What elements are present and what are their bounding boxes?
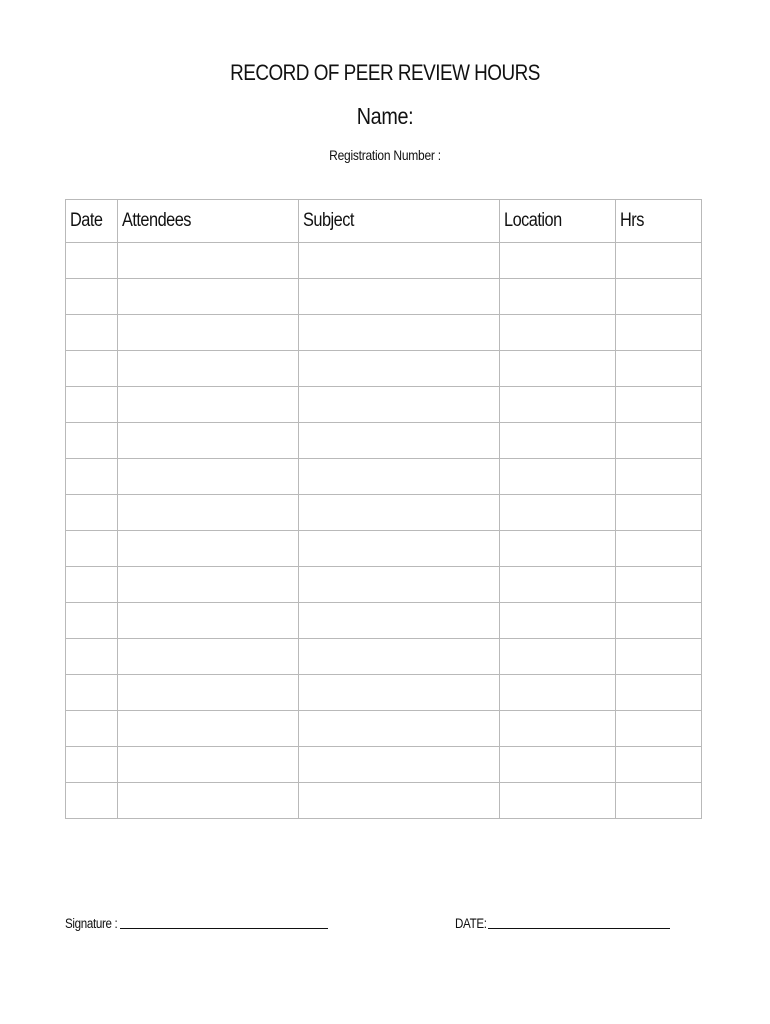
cell-date[interactable] — [66, 459, 118, 495]
signature-field — [65, 916, 328, 931]
cell-location[interactable] — [500, 315, 616, 351]
column-header-hrs: Hrs — [616, 200, 702, 243]
signature-line[interactable] — [120, 927, 328, 929]
cell-subject[interactable] — [299, 423, 500, 459]
cell-attendees[interactable] — [118, 351, 299, 387]
cell-hrs[interactable] — [616, 279, 702, 315]
cell-location[interactable] — [500, 603, 616, 639]
peer-review-hours-table — [65, 199, 702, 819]
cell-subject[interactable] — [299, 531, 500, 567]
cell-attendees[interactable] — [118, 567, 299, 603]
table-row — [66, 351, 702, 387]
table-row — [66, 675, 702, 711]
table-row — [66, 639, 702, 675]
date-line[interactable] — [488, 927, 670, 929]
cell-attendees[interactable] — [118, 387, 299, 423]
cell-attendees[interactable] — [118, 243, 299, 279]
table-row — [66, 279, 702, 315]
cell-location[interactable] — [500, 459, 616, 495]
cell-attendees[interactable] — [118, 639, 299, 675]
registration-number-label: Registration Number : — [329, 147, 441, 163]
cell-date[interactable] — [66, 315, 118, 351]
table-row — [66, 783, 702, 819]
table-row — [66, 243, 702, 279]
cell-subject[interactable] — [299, 387, 500, 423]
cell-hrs[interactable] — [616, 495, 702, 531]
cell-date[interactable] — [66, 243, 118, 279]
cell-subject[interactable] — [299, 639, 500, 675]
cell-date[interactable] — [66, 495, 118, 531]
cell-hrs[interactable] — [616, 639, 702, 675]
signature-label: Signature : — [65, 916, 118, 931]
cell-attendees[interactable] — [118, 315, 299, 351]
name-label: Name: — [356, 103, 414, 129]
date-field — [455, 916, 670, 931]
cell-attendees[interactable] — [118, 279, 299, 315]
cell-location[interactable] — [500, 279, 616, 315]
table-row — [66, 747, 702, 783]
cell-attendees[interactable] — [118, 531, 299, 567]
cell-date[interactable] — [66, 567, 118, 603]
column-header-date: Date — [66, 200, 118, 243]
cell-location[interactable] — [500, 675, 616, 711]
cell-location[interactable] — [500, 243, 616, 279]
cell-attendees[interactable] — [118, 603, 299, 639]
cell-date[interactable] — [66, 387, 118, 423]
cell-hrs[interactable] — [616, 783, 702, 819]
cell-location[interactable] — [500, 711, 616, 747]
cell-subject[interactable] — [299, 783, 500, 819]
column-header-location: Location — [500, 200, 616, 243]
date-label: DATE: — [455, 916, 487, 931]
cell-hrs[interactable] — [616, 459, 702, 495]
cell-location[interactable] — [500, 495, 616, 531]
cell-hrs[interactable] — [616, 603, 702, 639]
cell-location[interactable] — [500, 531, 616, 567]
cell-date[interactable] — [66, 711, 118, 747]
cell-hrs[interactable] — [616, 711, 702, 747]
cell-date[interactable] — [66, 531, 118, 567]
cell-date[interactable] — [66, 747, 118, 783]
table-row — [66, 387, 702, 423]
cell-subject[interactable] — [299, 495, 500, 531]
cell-subject[interactable] — [299, 459, 500, 495]
column-header-attendees: Attendees — [118, 200, 299, 243]
table-row — [66, 603, 702, 639]
cell-hrs[interactable] — [616, 423, 702, 459]
cell-subject[interactable] — [299, 747, 500, 783]
column-header-subject: Subject — [299, 200, 500, 243]
cell-location[interactable] — [500, 567, 616, 603]
table-row — [66, 711, 702, 747]
cell-hrs[interactable] — [616, 387, 702, 423]
cell-location[interactable] — [500, 423, 616, 459]
cell-attendees[interactable] — [118, 783, 299, 819]
cell-subject[interactable] — [299, 711, 500, 747]
cell-date[interactable] — [66, 351, 118, 387]
cell-attendees[interactable] — [118, 711, 299, 747]
table-row — [66, 315, 702, 351]
cell-location[interactable] — [500, 639, 616, 675]
cell-hrs[interactable] — [616, 675, 702, 711]
cell-subject[interactable] — [299, 675, 500, 711]
cell-subject[interactable] — [299, 351, 500, 387]
table-row — [66, 459, 702, 495]
cell-subject[interactable] — [299, 243, 500, 279]
cell-date[interactable] — [66, 603, 118, 639]
table-header-row — [66, 200, 702, 243]
cell-date[interactable] — [66, 675, 118, 711]
cell-hrs[interactable] — [616, 567, 702, 603]
table-body — [66, 243, 702, 819]
cell-date[interactable] — [66, 783, 118, 819]
cell-date[interactable] — [66, 639, 118, 675]
cell-attendees[interactable] — [118, 747, 299, 783]
cell-location[interactable] — [500, 747, 616, 783]
form-title: RECORD OF PEER REVIEW HOURS — [230, 60, 540, 85]
cell-hrs[interactable] — [616, 531, 702, 567]
cell-location[interactable] — [500, 783, 616, 819]
cell-attendees[interactable] — [118, 675, 299, 711]
cell-subject[interactable] — [299, 315, 500, 351]
cell-location[interactable] — [500, 351, 616, 387]
cell-attendees[interactable] — [118, 495, 299, 531]
cell-attendees[interactable] — [118, 459, 299, 495]
table-row — [66, 423, 702, 459]
cell-hrs[interactable] — [616, 747, 702, 783]
table-row — [66, 495, 702, 531]
cell-hrs[interactable] — [616, 315, 702, 351]
cell-subject[interactable] — [299, 567, 500, 603]
cell-location[interactable] — [500, 387, 616, 423]
cell-attendees[interactable] — [118, 423, 299, 459]
cell-date[interactable] — [66, 423, 118, 459]
cell-hrs[interactable] — [616, 243, 702, 279]
cell-hrs[interactable] — [616, 351, 702, 387]
cell-date[interactable] — [66, 279, 118, 315]
cell-subject[interactable] — [299, 603, 500, 639]
table-row — [66, 531, 702, 567]
table-row — [66, 567, 702, 603]
cell-subject[interactable] — [299, 279, 500, 315]
